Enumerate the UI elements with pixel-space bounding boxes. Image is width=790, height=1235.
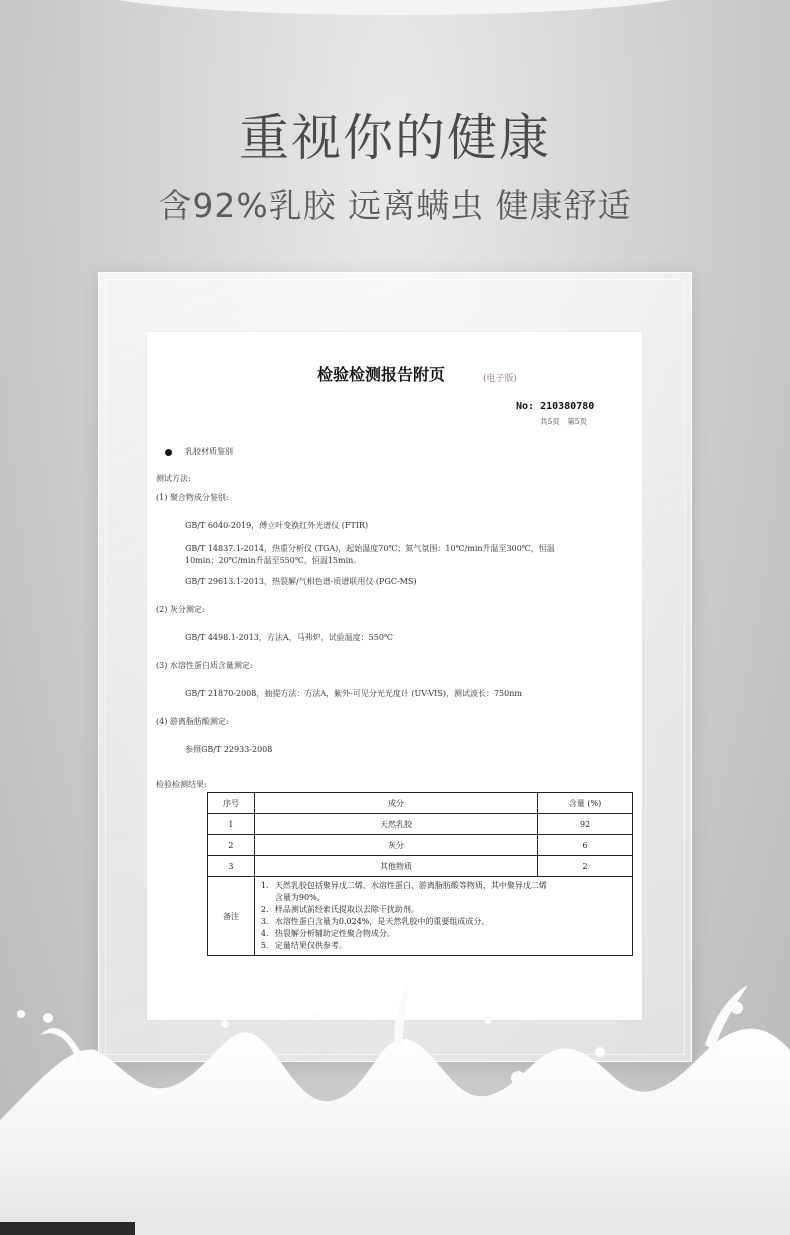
remark-text: 水溶性蛋白含量为0.024%，是天然乳胶中的重要组成成分。 bbox=[274, 917, 490, 926]
remark-line bbox=[261, 880, 626, 892]
remark-line bbox=[261, 940, 626, 952]
results-label: 检验检测结果: bbox=[156, 780, 207, 789]
column-header: 含量 (%) bbox=[538, 793, 633, 814]
bullet-icon bbox=[165, 449, 172, 456]
table-cell: 其他物质 bbox=[254, 856, 537, 877]
test-report-page bbox=[147, 332, 642, 1020]
method-heading-3: (3) 水溶性蛋白质含量测定: bbox=[156, 661, 253, 670]
headline: 重视你的健康 bbox=[239, 109, 551, 167]
remark-line bbox=[261, 928, 626, 940]
subheadline: 含92%乳胶 远离螨虫 健康舒适 bbox=[158, 186, 632, 225]
method-line: GB/T 4498.1-2013，方法A，马弗炉，试验温度：550℃ bbox=[185, 633, 393, 642]
remark-line bbox=[261, 904, 626, 916]
report-number: No: 210380780 bbox=[516, 401, 595, 412]
method-line: 参照GB/T 22933-2008 bbox=[185, 745, 273, 754]
method-line: GB/T 14837.1-2014，热重分析仪 (TGA)，起始温度70℃；氮气氛围：10℃/min升温至300℃，恒温 bbox=[185, 544, 555, 553]
remark-text: 天然乳胶包括聚异戊二烯、水溶性蛋白、游离脂肪酸等物质，其中聚异戊二烯 bbox=[274, 881, 547, 890]
remark-number: 5. bbox=[260, 941, 269, 950]
section-title: 乳胶材质鉴别 bbox=[185, 447, 233, 456]
results-table bbox=[207, 792, 633, 956]
table-cell: 3 bbox=[208, 856, 255, 877]
method-heading-4: (4) 游离脂肪酸测定: bbox=[156, 717, 229, 726]
remark-number: 1. bbox=[260, 881, 269, 890]
table-cell: 2 bbox=[538, 856, 633, 877]
table-cell: 92 bbox=[538, 814, 633, 835]
remark-text: 样品测试前经索氏提取以去除干扰助剂。 bbox=[274, 905, 419, 914]
table-cell: 6 bbox=[538, 835, 633, 856]
remark-number: 3. bbox=[260, 917, 269, 926]
report-page-count: 共5页 第5页 bbox=[540, 417, 588, 426]
table-row bbox=[208, 835, 633, 856]
remarks-row bbox=[208, 877, 633, 956]
remark-text: 含量为90%。 bbox=[274, 893, 325, 902]
method-line: 10min；20℃/min升温至550℃，恒温15min。 bbox=[185, 556, 362, 565]
remark-number bbox=[261, 892, 275, 904]
remark-number: 2. bbox=[260, 905, 269, 914]
table-cell: 灰分 bbox=[254, 835, 537, 856]
table-row bbox=[208, 856, 633, 877]
table-row bbox=[208, 814, 633, 835]
method-line: GB/T 21870-2008，抽提方法：方法A，紫外-可见分光光度计 (UV-VIS)，测试波长：750nm bbox=[185, 689, 522, 698]
method-heading-1: (1) 聚合物成分鉴别: bbox=[156, 493, 229, 502]
remark-text: 定量结果仅供参考。 bbox=[274, 941, 347, 950]
report-edition: (电子版) bbox=[483, 374, 518, 384]
remark-number: 4. bbox=[260, 929, 269, 938]
remark-line bbox=[261, 916, 626, 928]
remark-text: 热裂解分析辅助定性聚合物成分。 bbox=[274, 929, 395, 938]
table-cell: 2 bbox=[208, 835, 255, 856]
method-label: 测试方法: bbox=[156, 474, 191, 483]
table-header-row bbox=[208, 793, 633, 814]
remarks-label: 备注 bbox=[208, 877, 255, 956]
method-heading-2: (2) 灰分测定: bbox=[156, 605, 205, 614]
column-header: 序号 bbox=[208, 793, 255, 814]
table-cell: 天然乳胶 bbox=[254, 814, 537, 835]
column-header: 成分 bbox=[254, 793, 537, 814]
remarks-cell bbox=[254, 877, 632, 956]
report-title: 检验检测报告附页 bbox=[317, 365, 446, 384]
remark-line bbox=[261, 892, 626, 904]
method-line: GB/T 29613.1-2013，热裂解/气相色谱-质谱联用仪 (PGC-MS) bbox=[185, 577, 417, 586]
table-cell: 1 bbox=[208, 814, 255, 835]
method-line: GB/T 6040-2019，傅立叶变换红外光谱仪 (FTIR) bbox=[185, 521, 369, 530]
